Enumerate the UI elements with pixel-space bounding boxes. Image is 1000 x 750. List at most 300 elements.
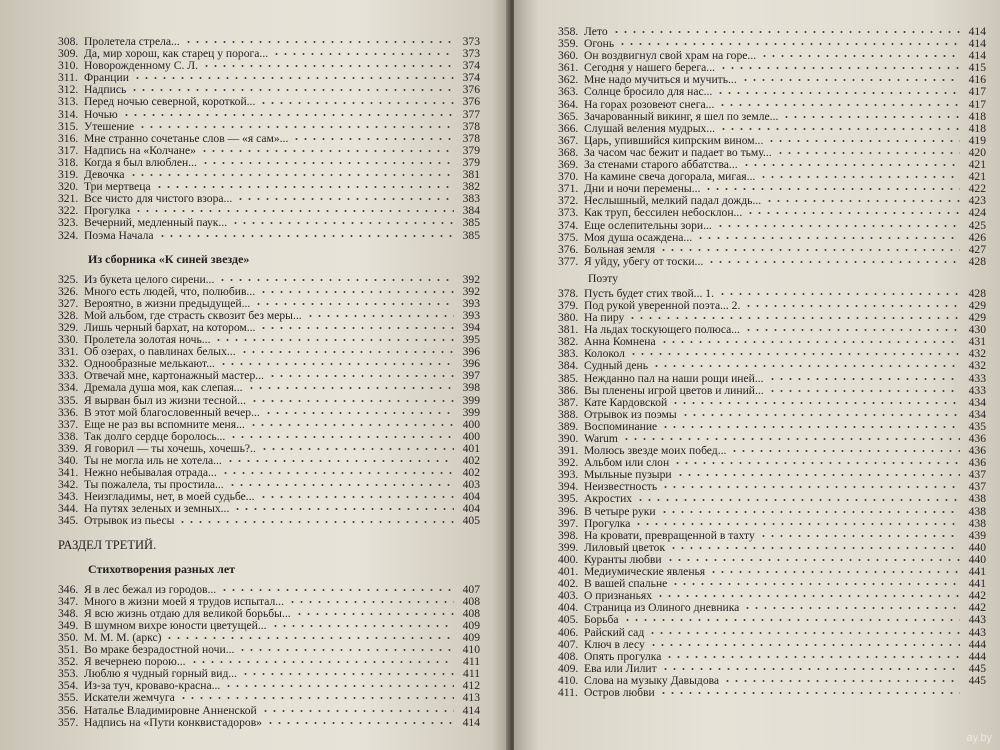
entry-title: Перед ночью северной, короткой... [84, 95, 256, 109]
entry-page-number: 398 [462, 381, 480, 395]
entry-number: 363. [558, 85, 579, 99]
entry-title: Однообразные мелькают... [84, 357, 215, 371]
dot-leader [718, 104, 960, 106]
entry-title: На камине свеча догорала, мигая... [584, 170, 756, 184]
toc-entry [558, 614, 986, 626]
entry-title: Поэма Начала [84, 228, 154, 242]
entry-page-number: 400 [462, 429, 480, 443]
entry-number: 370. [558, 170, 579, 184]
entry-title: Ты не могла иль не хотела... [84, 454, 222, 467]
entry-page-number: 428 [968, 254, 986, 268]
entry-page-number: 438 [968, 516, 986, 530]
entry-title: Кате Кардовской [584, 395, 668, 409]
subsection-heading: Стихотворения разных лет [88, 561, 236, 576]
dot-leader [179, 697, 454, 699]
entry-number: 390. [558, 432, 579, 445]
dot-leader [656, 595, 960, 597]
entry-title: Акростих [584, 492, 633, 506]
entry-title: Отрывок из поэмы [584, 407, 677, 421]
entry-page-number: 379 [462, 143, 480, 157]
entry-page-number: 382 [462, 180, 480, 194]
toc-entry [58, 515, 480, 527]
entry-page-number: 399 [462, 405, 480, 419]
toc-entry [58, 596, 480, 608]
dot-leader [716, 92, 960, 94]
dot-leader [233, 508, 454, 510]
entry-title: Я всю жизнь отдаю для великой борьбы... [84, 606, 291, 620]
entry-title: Дремала душа моя, как слепая... [84, 381, 243, 395]
entry-number: 360. [558, 49, 579, 63]
entry-number: 387. [558, 395, 579, 409]
dot-leader [671, 583, 960, 585]
toc-entry [58, 109, 480, 121]
dot-leader [719, 128, 960, 130]
dot-leader [660, 341, 960, 343]
entry-number: 366. [558, 121, 579, 135]
entry-page-number: 431 [968, 335, 986, 349]
dot-leader [264, 412, 454, 414]
entry-page-number: 441 [968, 577, 986, 591]
entry-page-number: 414 [968, 25, 986, 38]
entry-page-number: 438 [968, 504, 986, 518]
entry-page-number: 394 [462, 320, 480, 334]
entry-page-number: 392 [462, 284, 480, 298]
entry-title: В шумном вихре юности цветущей... [84, 618, 267, 632]
dot-leader [259, 496, 455, 498]
entry-page-number: 417 [968, 85, 986, 99]
entry-number: 404. [558, 601, 579, 615]
toc-entry [58, 96, 480, 108]
entry-title: На кровати, превращенной в тахту [584, 528, 755, 542]
dot-leader [649, 644, 960, 646]
entry-number: 348. [58, 606, 79, 620]
entry-title: В четыре руки [584, 504, 656, 518]
dot-leader [661, 426, 960, 428]
entry-title: Об озерах, о павлинах белых... [84, 345, 236, 359]
toc-entry [558, 651, 986, 663]
entry-number: 313. [58, 95, 79, 109]
entry-number: 309. [58, 47, 79, 61]
entry-title: Ева или Лилит [584, 661, 657, 675]
entry-number: 311. [58, 71, 78, 85]
entry-title: Я уйду, убегу от тоски... [584, 254, 704, 268]
dot-leader [295, 613, 454, 615]
dot-leader [254, 303, 454, 305]
entry-number: 329. [58, 320, 79, 334]
entry-page-number: 421 [968, 170, 986, 184]
toc-entry [58, 419, 480, 431]
entry-number: 368. [558, 145, 579, 159]
toc-entry [58, 584, 480, 596]
entry-page-number: 434 [968, 407, 986, 421]
entry-number: 359. [558, 37, 579, 51]
toc-entry [558, 627, 986, 639]
entry-number: 393. [558, 468, 579, 482]
entry-title: Нежданно пал на наши рощи иней... [584, 371, 764, 385]
entry-number: 392. [558, 456, 579, 470]
dot-leader [665, 656, 960, 658]
entry-title: Вы пленены игрой цветов и линий... [584, 383, 764, 397]
entry-page-number: 443 [968, 613, 986, 627]
group-heading: Поэту [588, 271, 618, 285]
entry-number: 386. [558, 383, 579, 397]
entry-title: На льдах тоскующего полюса... [584, 323, 740, 337]
entry-page-number: 436 [968, 444, 986, 458]
toc-entry [58, 286, 480, 298]
entry-title: Еще не раз вы вспомните меня... [84, 417, 245, 431]
entry-page-number: 415 [968, 61, 986, 75]
entry-number: 375. [558, 230, 579, 244]
entry-page-number: 421 [968, 158, 986, 172]
entry-title: Солнце бросило для нас... [584, 85, 713, 99]
entry-page-number: 374 [462, 71, 480, 85]
entry-number: 312. [58, 83, 79, 97]
entry-title: Много в жизни моей я трудов испытал... [84, 594, 284, 608]
entry-number: 336. [58, 405, 79, 419]
dot-leader [250, 400, 454, 402]
entry-number: 350. [58, 630, 79, 644]
entry-page-number: 404 [462, 490, 480, 504]
entry-title: Надпись на «Пути конквистадоров» [84, 715, 262, 729]
entry-number: 376. [558, 242, 579, 256]
entry-title: Вероятно, в жизни предыдущей... [84, 296, 251, 310]
entry-page-number: 420 [968, 145, 986, 159]
entry-number: 354. [58, 679, 79, 693]
entry-page-number: 402 [462, 466, 480, 480]
toc-entry [558, 220, 986, 232]
entry-page-number: 393 [462, 308, 480, 322]
subsection-heading: Из сборника «К синей звезде» [88, 251, 250, 266]
entry-title: На пиру [584, 311, 625, 325]
dot-leader [220, 589, 454, 591]
entry-title: Неслышный, мелкий падал дождь... [584, 194, 762, 208]
entry-page-number: 392 [462, 272, 480, 286]
dot-leader [272, 53, 454, 55]
entry-page-number: 376 [462, 95, 480, 109]
dot-leader [718, 293, 960, 295]
entry-title: Неизгладимы, нет, в моей судьбе... [84, 490, 255, 504]
entry-number: 334. [58, 381, 79, 395]
entry-title: Медиумические явленья [584, 565, 706, 579]
entry-title: Наталье Владимировне Анненской [84, 703, 257, 717]
toc-entry [58, 121, 480, 133]
dot-leader [730, 450, 960, 452]
entry-page-number: 444 [968, 649, 986, 663]
toc-entry [558, 506, 986, 518]
dot-leader [760, 55, 960, 57]
entry-title: Утешение [84, 119, 135, 133]
entry-number: 364. [558, 97, 579, 111]
entry-page-number: 374 [462, 59, 480, 73]
entry-title: Борьба [584, 613, 619, 627]
entry-page-number: 381 [462, 168, 480, 182]
entry-page-number: 436 [968, 432, 986, 445]
dot-leader [742, 164, 960, 166]
dot-leader [228, 484, 454, 486]
entry-title: М. М. М. (аркс) [84, 630, 162, 644]
dot-leader [259, 327, 454, 329]
entry-number: 400. [558, 552, 579, 566]
entry-page-number: 404 [462, 502, 480, 516]
toc-entry [558, 639, 986, 651]
entry-page-number: 440 [968, 540, 986, 554]
dot-leader [155, 186, 454, 188]
entry-page-number: 385 [462, 216, 480, 230]
entry-page-number: 418 [968, 109, 986, 123]
dot-leader [741, 79, 960, 81]
entry-page-number: 377 [462, 107, 480, 121]
entry-title: Моя душа осаждена... [584, 230, 693, 244]
site-watermark: ay.by [966, 732, 992, 744]
entry-title: Колокол [584, 347, 625, 361]
toc-entry [558, 207, 986, 219]
entry-number: 321. [58, 192, 79, 206]
entry-page-number: 419 [968, 133, 986, 147]
entry-number: 346. [58, 582, 79, 596]
entry-title: Пусть будет стих твой... 1. [584, 286, 714, 300]
entry-title: За часом час бежит и падает во тьму... [584, 145, 772, 159]
entry-page-number: 410 [462, 643, 480, 657]
entry-number: 344. [58, 502, 79, 516]
dot-leader [226, 460, 454, 462]
entry-page-number: 373 [462, 47, 480, 61]
entry-page-number: 435 [968, 419, 986, 433]
entry-title: Как труп, бессилен небосклон... [584, 206, 743, 220]
entry-title: Пролетела золотая ночь... [84, 333, 211, 347]
entry-page-number: 418 [968, 121, 986, 135]
dot-leader [236, 198, 454, 200]
entry-page-number: 426 [968, 230, 986, 244]
entry-number: 338. [58, 429, 79, 443]
entry-title: Мыльные пузыри [584, 468, 672, 482]
entry-title: Судный день [584, 359, 649, 373]
dot-leader [707, 261, 960, 263]
entry-page-number: 424 [968, 206, 986, 220]
toc-entry [58, 407, 480, 419]
entry-page-number: 378 [462, 131, 480, 145]
dot-leader [129, 174, 454, 176]
toc-entry [558, 360, 986, 372]
entry-page-number: 383 [462, 192, 480, 206]
entry-page-number: 395 [462, 333, 480, 347]
toc-entry [558, 111, 986, 123]
dot-leader [744, 305, 960, 307]
entry-title: Прогулка [584, 516, 631, 530]
dot-leader [659, 249, 960, 251]
entry-page-number: 433 [968, 371, 986, 385]
entry-title: Воспоминание [584, 419, 658, 433]
right-page [514, 0, 1000, 750]
entry-page-number: 378 [462, 119, 480, 133]
dot-leader [249, 424, 454, 426]
entry-number: 382. [558, 335, 579, 349]
toc-entry [58, 705, 480, 717]
dot-leader [636, 499, 960, 501]
toc-entry [558, 99, 986, 111]
entry-number: 308. [58, 35, 79, 48]
dot-leader [221, 472, 454, 474]
entry-number: 388. [558, 407, 579, 421]
entry-page-number: 376 [462, 83, 480, 97]
dot-leader [224, 685, 454, 687]
entry-page-number: 422 [968, 182, 986, 196]
entry-number: 399. [558, 540, 579, 554]
entry-page-number: 401 [462, 441, 480, 455]
entry-title: Лиловый цветок [584, 540, 666, 554]
entry-title: Новорожденному С. Л. [84, 59, 199, 73]
entry-number: 356. [58, 703, 79, 717]
entry-number: 310. [58, 59, 79, 73]
entry-page-number: 402 [462, 454, 480, 467]
entry-number: 339. [58, 441, 79, 455]
entry-title: Опять прогулка [584, 649, 662, 663]
entry-title: Вечерний, медленный паук... [84, 216, 228, 230]
dot-leader [660, 511, 960, 513]
dot-leader [247, 387, 455, 389]
entry-number: 315. [58, 119, 79, 133]
entry-page-number: 414 [968, 49, 986, 63]
entry-title: Под рукой уверенной поэта... 2. [584, 298, 741, 312]
entry-page-number: 414 [462, 703, 480, 717]
entry-title: Ты пожалела, ты простила... [84, 478, 224, 492]
dot-leader [671, 402, 960, 404]
dot-leader [782, 116, 960, 118]
entry-number: 324. [58, 228, 79, 242]
entry-title: Остров любви [584, 685, 655, 699]
dot-leader [767, 140, 960, 142]
dot-leader [629, 353, 960, 355]
dot-leader [218, 279, 454, 281]
dot-leader [676, 474, 960, 476]
entry-page-number: 379 [462, 155, 480, 169]
dot-leader [261, 710, 454, 712]
entry-title: Зачарованный викинг, я шел по земле... [584, 109, 779, 123]
entry-page-number: 385 [462, 228, 480, 242]
entry-number: 320. [58, 180, 79, 194]
dot-leader [768, 390, 960, 392]
entry-number: 347. [58, 594, 79, 608]
dot-leader [134, 210, 454, 212]
dot-leader [716, 225, 960, 227]
toc-entry [58, 395, 480, 407]
entry-page-number: 434 [968, 395, 986, 409]
entry-page-number: 411 [463, 655, 480, 669]
entry-number: 325. [58, 272, 79, 286]
entry-number: 379. [558, 298, 579, 312]
entry-number: 410. [558, 673, 579, 687]
entry-number: 365. [558, 109, 579, 123]
toc-entry [558, 421, 986, 433]
entry-page-number: 442 [968, 589, 986, 603]
dot-leader [661, 668, 960, 670]
entry-page-number: 429 [968, 298, 986, 312]
entry-page-number: 396 [462, 357, 480, 371]
entry-title: На путях зеленых и земных... [84, 502, 230, 516]
dot-leader [259, 102, 454, 104]
entry-title: Франции [84, 71, 129, 85]
entry-number: 332. [58, 357, 79, 371]
dot-leader [704, 188, 960, 190]
entry-title: Девочка [84, 168, 125, 182]
entry-number: 335. [58, 393, 79, 407]
entry-number: 373. [558, 206, 579, 220]
dot-leader [723, 680, 960, 682]
dot-leader [138, 126, 454, 128]
toc-entry [58, 692, 480, 704]
entry-page-number: 408 [462, 606, 480, 620]
entry-title: Лишь черный бархат, на котором... [84, 320, 256, 334]
entry-title: Еще ослепительны зори... [584, 218, 712, 232]
entry-number: 340. [58, 454, 79, 467]
entry-title: Искатели жемчуга [84, 691, 175, 705]
dot-leader [219, 363, 454, 365]
dot-leader [623, 619, 960, 621]
entry-page-number: 437 [968, 480, 986, 494]
entry-title: Прогулка [84, 204, 131, 218]
entry-title: Слушай веления мудрых... [584, 121, 715, 135]
entry-number: 380. [558, 311, 579, 325]
entry-number: 396. [558, 504, 579, 518]
dot-leader [666, 559, 960, 561]
entry-number: 342. [58, 478, 79, 492]
toc-entry [558, 256, 986, 268]
entry-title: Ночью [84, 107, 118, 121]
entry-number: 409. [558, 661, 579, 675]
entry-page-number: 433 [968, 383, 986, 397]
entry-page-number: 425 [968, 218, 986, 232]
entry-title: Я вечернею порою... [84, 655, 186, 669]
entry-number: 403. [558, 589, 579, 603]
entry-number: 369. [558, 158, 579, 172]
dot-leader [759, 176, 960, 178]
entry-title: Да, мир хорош, как старец у порога... [84, 47, 269, 61]
entry-title: Warum [584, 432, 618, 445]
entry-page-number: 412 [462, 679, 480, 693]
entry-title: Три мертвеца [84, 180, 151, 194]
entry-number: 391. [558, 444, 579, 458]
entry-title: Из букета целого сирени... [84, 272, 215, 286]
entry-page-number: 417 [968, 97, 986, 111]
dot-leader [618, 43, 960, 45]
entry-title: Надпись [84, 83, 127, 97]
entry-title: За стенами старого аббатства... [584, 158, 738, 172]
entry-title: Неизвестность [584, 480, 658, 494]
toc-entry [58, 382, 480, 394]
entry-number: 331. [58, 345, 79, 359]
dot-leader [652, 365, 960, 367]
entry-title: О признаньях [584, 589, 653, 603]
entry-page-number: 416 [968, 73, 986, 87]
entry-page-number: 411 [463, 667, 480, 681]
toc-entry [558, 26, 986, 38]
entry-title: Я вырван был из жизни тесной... [84, 393, 246, 407]
toc-entry [558, 602, 986, 614]
dot-leader [628, 317, 960, 319]
entry-page-number: 440 [968, 552, 986, 566]
entry-number: 411. [558, 685, 578, 699]
entry-page-number: 409 [462, 630, 480, 644]
entry-page-number: 407 [462, 582, 480, 596]
dot-leader [178, 521, 454, 523]
dot-leader [659, 692, 960, 694]
entry-number: 317. [58, 143, 79, 157]
dot-leader [201, 162, 454, 164]
toc-entry [558, 244, 986, 256]
dot-leader [288, 601, 454, 603]
entry-number: 405. [558, 613, 579, 627]
dot-leader [229, 436, 454, 438]
dot-leader [260, 448, 454, 450]
